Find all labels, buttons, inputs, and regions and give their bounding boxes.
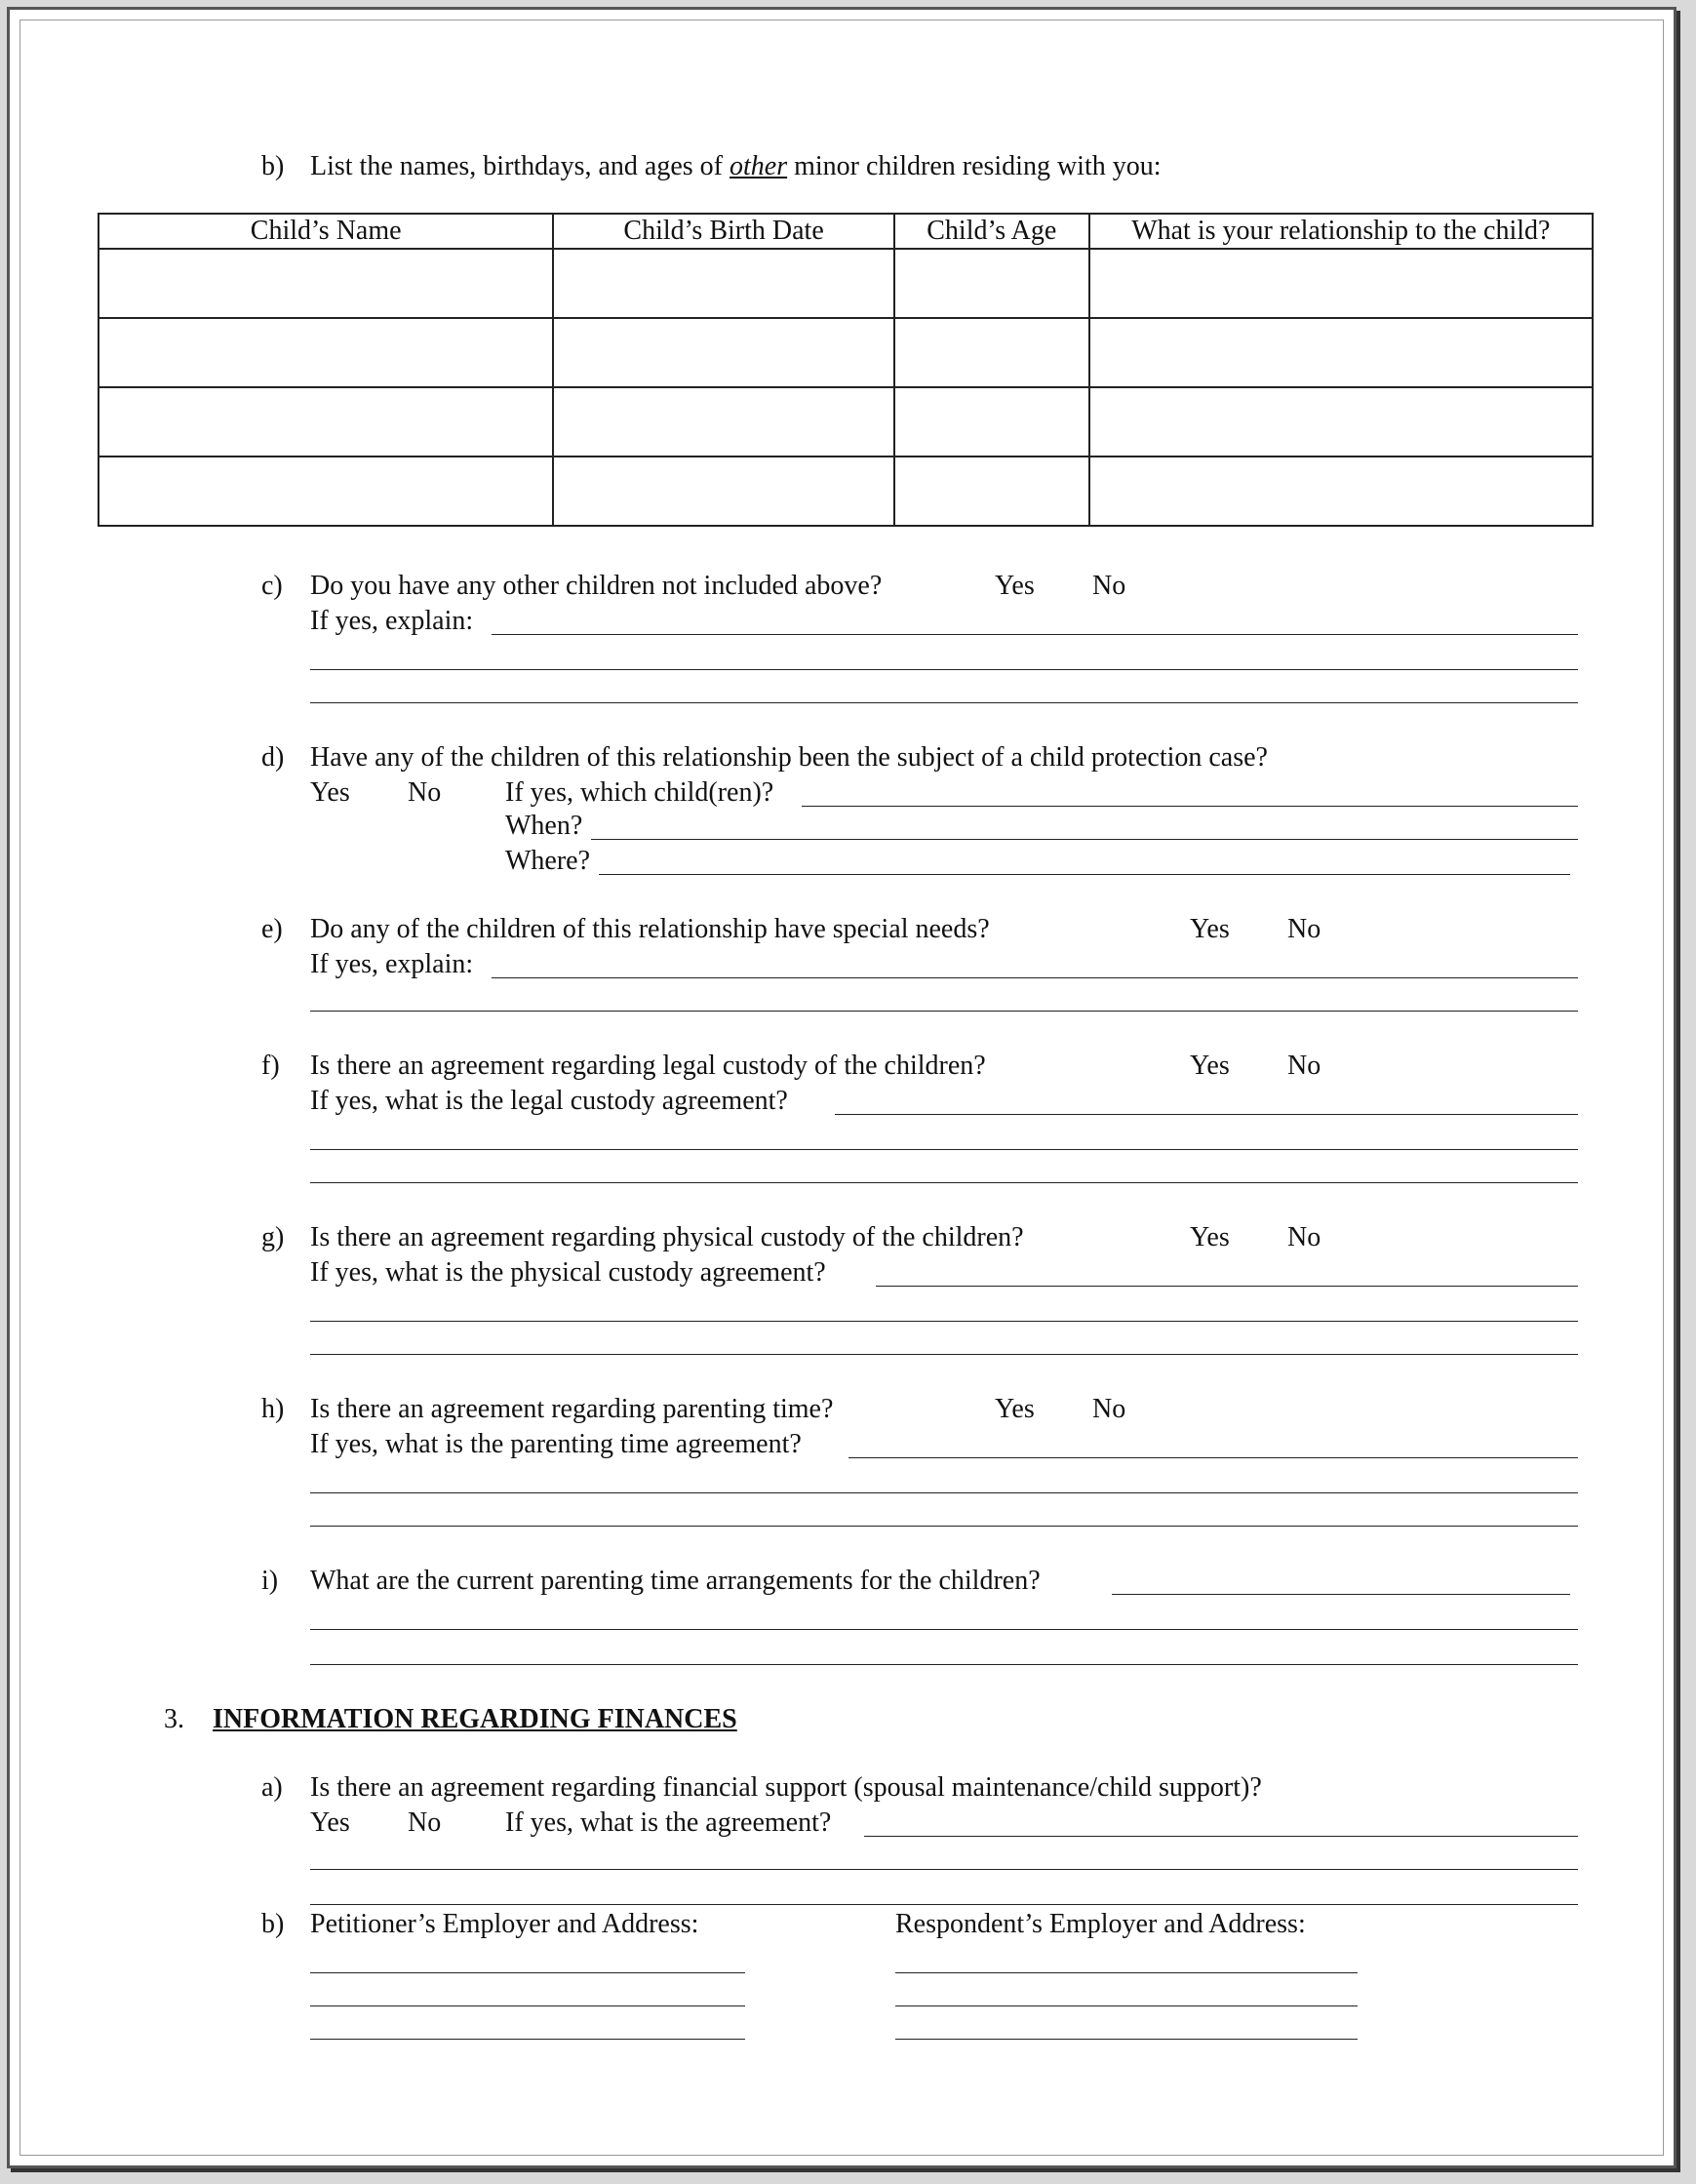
table-cell[interactable] [894, 387, 1089, 457]
answer-line-h[interactable] [310, 1526, 1578, 1527]
no-option-g[interactable]: No [1287, 1222, 1321, 1252]
answer-line-i[interactable] [310, 1664, 1578, 1665]
petitioner-address-line[interactable] [310, 1972, 745, 1973]
respondent-address-line[interactable] [895, 2039, 1358, 2040]
item-label-f: f) [261, 1051, 280, 1081]
answer-line-fin-a[interactable] [310, 1904, 1578, 1905]
when-label: When? [505, 811, 583, 841]
table-cell[interactable] [553, 249, 894, 318]
answer-line-where[interactable] [599, 874, 1570, 875]
table-cell[interactable] [99, 457, 553, 526]
explain-label-e: If yes, explain: [310, 949, 474, 979]
answer-line-f[interactable] [835, 1114, 1578, 1115]
followup-label-fin-a: If yes, what is the agreement? [505, 1807, 832, 1838]
question-i: What are the current parenting time arrangements for the children? [310, 1566, 1041, 1596]
no-option-d[interactable]: No [408, 777, 442, 808]
prompt-text: List the names, birthdays, and ages of [310, 151, 730, 181]
item-label-fin-a: a) [261, 1772, 283, 1803]
answer-line-i[interactable] [1112, 1594, 1570, 1595]
no-option-f[interactable]: No [1287, 1051, 1321, 1081]
petitioner-address-line[interactable] [310, 2039, 745, 2040]
answer-line-g[interactable] [310, 1321, 1578, 1322]
prompt-emphasis: other [730, 151, 788, 181]
question-c: Do you have any other children not included above? [310, 571, 883, 601]
item-label-g: g) [261, 1222, 285, 1252]
answer-line-f[interactable] [310, 1182, 1578, 1183]
table-cell[interactable] [99, 387, 553, 457]
answer-line-which[interactable] [802, 806, 1578, 807]
answer-line-h[interactable] [848, 1457, 1578, 1458]
question-h: Is there an agreement regarding parenting time? [310, 1394, 834, 1424]
col-childs-name: Child’s Name [99, 214, 553, 249]
petitioner-address-line[interactable] [310, 2005, 745, 2006]
answer-line-c[interactable] [492, 634, 1578, 635]
item-label-h: h) [261, 1394, 285, 1424]
which-children-label: If yes, which child(ren)? [505, 777, 774, 808]
col-age: Child’s Age [894, 214, 1089, 249]
yes-option-d[interactable]: Yes [310, 777, 350, 808]
section-title: INFORMATION REGARDING FINANCES [213, 1704, 737, 1734]
yes-option-g[interactable]: Yes [1190, 1222, 1230, 1252]
table-row [99, 249, 1593, 318]
where-label: Where? [505, 846, 591, 876]
answer-line-fin-a[interactable] [310, 1869, 1578, 1870]
table-row [99, 457, 1593, 526]
question-f: Is there an agreement regarding legal custody of the children? [310, 1051, 986, 1081]
item-label-i: i) [261, 1566, 279, 1596]
children-prompt [310, 150, 1162, 183]
question-g: Is there an agreement regarding physical custody of the children? [310, 1222, 1024, 1252]
table-row [99, 387, 1593, 457]
answer-line-h[interactable] [310, 1492, 1578, 1493]
item-label-c: c) [261, 571, 283, 601]
col-relationship: What is your relationship to the child? [1089, 214, 1593, 249]
yes-option-c[interactable]: Yes [995, 571, 1035, 601]
answer-line-g[interactable] [310, 1354, 1578, 1355]
no-option-fin-a[interactable]: No [408, 1807, 442, 1838]
table-row [99, 318, 1593, 387]
answer-line-when[interactable] [591, 839, 1578, 840]
table-cell[interactable] [894, 457, 1089, 526]
respondent-employer-label: Respondent’s Employer and Address: [895, 1909, 1306, 1939]
petitioner-employer-label: Petitioner’s Employer and Address: [310, 1909, 699, 1939]
table-cell[interactable] [553, 318, 894, 387]
children-table [98, 213, 1594, 527]
item-label-d: d) [261, 742, 285, 773]
question-fin-a: Is there an agreement regarding financial support (spousal maintenance/child support)? [310, 1772, 1262, 1803]
explain-label-c: If yes, explain: [310, 606, 474, 636]
answer-line-c[interactable] [310, 702, 1578, 703]
col-birth-date: Child’s Birth Date [553, 214, 894, 249]
yes-option-f[interactable]: Yes [1190, 1051, 1230, 1081]
table-cell[interactable] [1089, 249, 1593, 318]
question-e: Do any of the children of this relationship have special needs? [310, 914, 990, 944]
followup-label-g: If yes, what is the physical custody agreement? [310, 1257, 826, 1288]
table-cell[interactable] [894, 249, 1089, 318]
table-cell[interactable] [553, 457, 894, 526]
answer-line-i[interactable] [310, 1629, 1578, 1630]
answer-line-e[interactable] [310, 1011, 1578, 1012]
answer-line-e[interactable] [492, 977, 1578, 978]
followup-label-f: If yes, what is the legal custody agreement? [310, 1086, 788, 1116]
table-cell[interactable] [1089, 387, 1593, 457]
prompt-text-end: minor children residing with you: [787, 151, 1162, 181]
answer-line-fin-a[interactable] [864, 1836, 1578, 1837]
answer-line-f[interactable] [310, 1149, 1578, 1150]
yes-option-e[interactable]: Yes [1190, 914, 1230, 944]
answer-line-g[interactable] [876, 1286, 1578, 1287]
answer-line-c[interactable] [310, 669, 1578, 670]
yes-option-fin-a[interactable]: Yes [310, 1807, 350, 1838]
section-number: 3. [164, 1704, 184, 1734]
table-cell[interactable] [894, 318, 1089, 387]
respondent-address-line[interactable] [895, 1972, 1358, 1973]
table-cell[interactable] [553, 387, 894, 457]
table-cell[interactable] [99, 318, 553, 387]
no-option-c[interactable]: No [1092, 571, 1126, 601]
item-label-e: e) [261, 914, 283, 944]
yes-option-h[interactable]: Yes [995, 1394, 1035, 1424]
question-d: Have any of the children of this relationship been the subject of a child protection case? [310, 742, 1268, 773]
item-label-fin-b: b) [261, 1909, 285, 1939]
item-label-b: b) [261, 151, 285, 181]
table-cell[interactable] [1089, 457, 1593, 526]
no-option-e[interactable]: No [1287, 914, 1321, 944]
table-cell[interactable] [99, 249, 553, 318]
table-cell[interactable] [1089, 318, 1593, 387]
no-option-h[interactable]: No [1092, 1394, 1126, 1424]
followup-label-h: If yes, what is the parenting time agreement? [310, 1429, 802, 1459]
table-header-row [99, 214, 1593, 249]
respondent-address-line[interactable] [895, 2005, 1358, 2006]
